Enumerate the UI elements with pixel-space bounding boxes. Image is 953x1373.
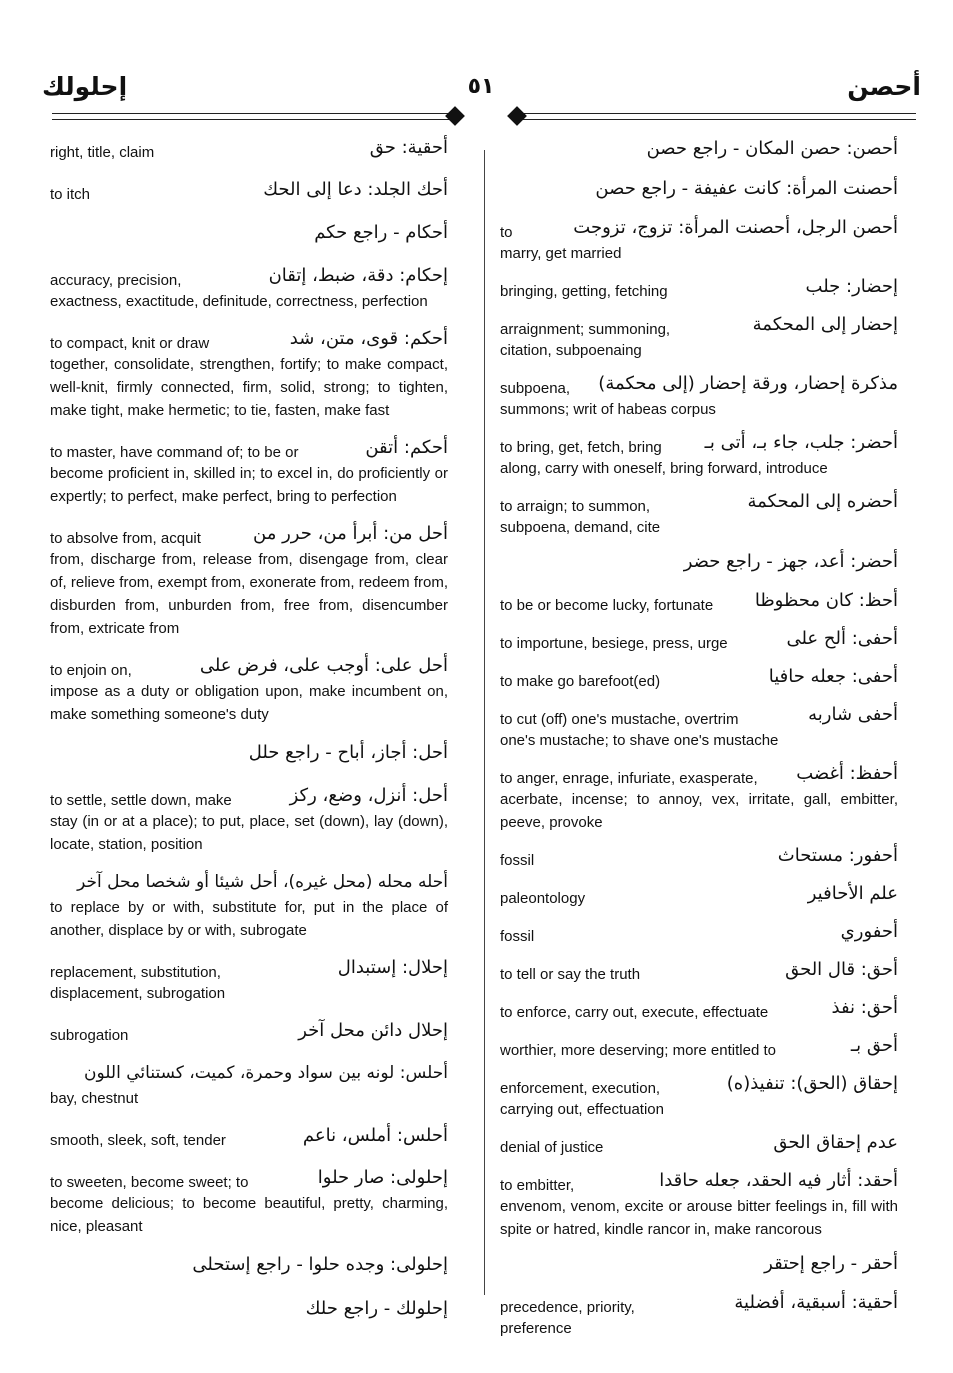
entry-definition: acerbate, incense; to annoy, vex, irritate, gall, embitter, peeve, provoke xyxy=(500,791,898,831)
entry-arabic: أحضره إلى المحكمة xyxy=(747,491,898,512)
entry-arabic: أحل: أنزل، وضع، ركز xyxy=(289,785,448,806)
entry-definition: displacement, subrogation xyxy=(50,985,226,1002)
entry-english: smooth, sleek, soft, tender xyxy=(50,1132,226,1149)
right-running-headword: أحصن xyxy=(847,72,921,101)
entry-english: to master, have command of; to be or xyxy=(50,444,299,461)
entry-arabic: عدم إحقاق الحق xyxy=(773,1132,898,1153)
dictionary-entry xyxy=(500,309,898,362)
dictionary-entry xyxy=(500,916,898,948)
entry-arabic: أحظ: كان محظوظا xyxy=(754,590,898,611)
entry-english: to importune, besiege, press, urge xyxy=(500,635,728,652)
entry-arabic: أحفوري xyxy=(840,921,898,942)
entry-arabic: أحق: قال الحق xyxy=(785,959,898,980)
column-divider xyxy=(484,150,485,1295)
entry-definition: become proficient in, skilled in; to excel in, do proficiently or expertly; to perfect, make perfect, bring to perfection xyxy=(50,465,448,505)
dictionary-entry xyxy=(500,954,898,986)
entry-english: accuracy, precision, xyxy=(50,272,182,289)
dictionary-entry xyxy=(500,1287,898,1340)
entry-english: to absolve from, acquit xyxy=(50,530,201,547)
entry-arabic: أحك الجلد: دعا إلى الحك xyxy=(263,179,448,200)
entry-english: to arraign; to summon, xyxy=(500,498,651,515)
entry-arabic: أحق: نفذ xyxy=(831,997,898,1018)
entry-arabic: أحقية: حق xyxy=(369,137,448,158)
entry-definition: carrying out, effectuation xyxy=(500,1101,664,1118)
dictionary-entry xyxy=(500,1030,898,1062)
entry-english: to anger, enrage, infuriate, exasperate, xyxy=(500,770,758,787)
dictionary-entry xyxy=(50,132,448,164)
entry-definition: bay, chestnut xyxy=(50,1090,139,1107)
dictionary-entry xyxy=(50,1015,448,1047)
dictionary-entry xyxy=(500,758,898,834)
dictionary-entry xyxy=(50,432,448,508)
entry-arabic: إحضار: جلب xyxy=(805,276,898,297)
entry-definition: from, discharge from, release from, disengage from, clear of, relieve from, exempt from, exonerate from, redeem from, disburden from, unburden from, free from, disencumber from, extricate from xyxy=(50,551,448,637)
entry-arabic: أحلس: أملس، ناعم xyxy=(302,1125,448,1146)
left-running-headword: إحلولك xyxy=(42,72,128,101)
entry-arabic: أحضر: جلب، جاء بـ، أتى بـ xyxy=(704,432,898,453)
entry-arabic: أحل من: أبرأ من، حرر من xyxy=(253,523,448,544)
dictionary-entry xyxy=(500,545,898,579)
entry-definition: envenom, venom, excite or arouse bitter feelings in, fill with spite or hatred, kindle rancor in, make rancorous xyxy=(500,1198,898,1238)
entry-arabic: علم الأحافير xyxy=(807,883,898,904)
dictionary-entry xyxy=(500,1165,898,1241)
dictionary-entry xyxy=(500,368,898,421)
entry-arabic: أحل على: أوجب على، فرض على xyxy=(199,655,448,676)
entry-arabic: إحلال دائن محل آخر xyxy=(298,1020,448,1041)
dictionary-entry xyxy=(500,271,898,303)
dictionary-entry xyxy=(500,486,898,539)
entry-arabic: إحضار إلى المحكمة xyxy=(752,314,898,335)
entry-arabic: أحكم: قوى، متن، شد xyxy=(289,328,448,349)
entry-arabic: أحل: أجاز، أباح - راجع حلل xyxy=(248,742,448,763)
entry-arabic: أحلس: لونه بين سواد وحمرة، كميت، كستنائي اللون xyxy=(84,1063,448,1083)
entry-definition: marry, get married xyxy=(500,245,622,262)
entry-english: bringing, getting, fetching xyxy=(500,283,668,300)
entry-english: right, title, claim xyxy=(50,144,155,161)
entry-english: to itch xyxy=(50,186,91,203)
entry-arabic: أحقد: أثار فيه الحقد، جعله حاقدا xyxy=(659,1170,898,1191)
entry-arabic: أحفى شاربه xyxy=(808,704,898,725)
entry-arabic: إحلولى: صار حلوا xyxy=(317,1167,448,1188)
entry-arabic: أحله محله (محل غيره)، أحل شيئا أو شخصا محل آخر xyxy=(77,872,448,892)
entry-arabic: مذكرة إحضار، ورقة إحضار (إلى محكمة) xyxy=(598,373,898,394)
left-column xyxy=(50,132,448,1336)
entry-english: to enforce, carry out, execute, effectuate xyxy=(500,1004,769,1021)
entry-arabic: أحفظ: أغضب xyxy=(796,763,898,784)
dictionary-entry xyxy=(50,780,448,856)
entry-english: to be or become lucky, fortunate xyxy=(500,597,714,614)
entry-arabic: أحكام - راجع حكم xyxy=(314,222,448,243)
entry-definition: stay (in or at a place); to put, place, set (down), lay (down), locate, station, position xyxy=(50,813,448,853)
entry-definition: impose as a duty or obligation upon, make incumbent on, make something someone's duty xyxy=(50,683,448,723)
entry-arabic: إحلولى: وجده حلوا - راجع إستحلى xyxy=(192,1254,448,1275)
dictionary-entry xyxy=(50,866,448,942)
dictionary-entry xyxy=(500,992,898,1024)
entry-arabic: أحقر - راجع إحتقر xyxy=(764,1253,898,1274)
entry-english: to make go barefoot(ed) xyxy=(500,673,661,690)
entry-arabic: إحكام: دقة، ضبط، إتقان xyxy=(268,265,448,286)
dictionary-entry xyxy=(50,1057,448,1110)
dictionary-entry xyxy=(50,1248,448,1282)
entry-arabic: أحفى: ألح على xyxy=(786,628,898,649)
entry-english: paleontology xyxy=(500,890,586,907)
entry-arabic: أحصن الرجل، أحصنت المرأة: تزوج، تزوجت xyxy=(573,217,898,238)
dictionary-entry xyxy=(500,212,898,265)
entry-arabic: أحفى: جعله حافيا xyxy=(768,666,898,687)
entry-definition: exactness, exactitude, definitude, correctness, perfection xyxy=(50,293,428,310)
entry-english: to xyxy=(500,224,513,241)
entry-english: enforcement, execution, xyxy=(500,1080,661,1097)
entry-arabic: إحلولك - راجع حلك xyxy=(305,1298,448,1319)
dictionary-entry xyxy=(500,427,898,480)
dictionary-entry xyxy=(50,1120,448,1152)
dictionary-entry xyxy=(500,1247,898,1281)
dictionary-entry xyxy=(50,323,448,422)
entry-english: to enjoin on, xyxy=(50,662,132,679)
entry-arabic: أحق بـ xyxy=(850,1035,898,1056)
page-number: ٥١ xyxy=(467,74,495,99)
entry-definition: citation, subpoenaing xyxy=(500,342,642,359)
dictionary-entry xyxy=(500,1068,898,1121)
entry-arabic: أحضر: أعد، جهز - راجع حضر xyxy=(683,551,898,572)
dictionary-entry xyxy=(50,216,448,250)
right-column xyxy=(500,132,898,1346)
dictionary-entry xyxy=(500,132,898,166)
entry-english: to embitter, xyxy=(500,1177,575,1194)
dictionary-entry xyxy=(50,518,448,640)
entry-definition: together, consolidate, strengthen, fortify; to make compact, well-knit, firmly connected, firm, solid, strong; to tighten, make tight, make hermetic; to tie, fasten, make fast xyxy=(50,356,448,419)
entry-english: fossil xyxy=(500,852,535,869)
dictionary-entry xyxy=(50,650,448,726)
entry-arabic: أحصن: حصن المكان - راجع حصن xyxy=(646,138,898,159)
entry-english: replacement, substitution, xyxy=(50,964,221,981)
dictionary-entry xyxy=(50,952,448,1005)
entry-english: to tell or say the truth xyxy=(500,966,641,983)
entry-english: subpoena, xyxy=(500,380,571,397)
entry-english: precedence, priority, xyxy=(500,1299,635,1316)
entry-english: arraignment; summoning, xyxy=(500,321,671,338)
dictionary-entry xyxy=(500,1127,898,1159)
entry-arabic: أحقية: أسبقية، أفضلية xyxy=(734,1292,898,1313)
entry-english: subrogation xyxy=(50,1027,129,1044)
dictionary-entry xyxy=(50,174,448,206)
dictionary-entry xyxy=(500,623,898,655)
diamond-ornament-icon xyxy=(507,106,527,126)
left-header-rule xyxy=(52,111,460,125)
entry-definition: along, carry with oneself, bring forward, introduce xyxy=(500,460,828,477)
entry-arabic: إحقاق (الحق): تنفيذ(ه) xyxy=(726,1073,898,1094)
dictionary-entry xyxy=(500,840,898,872)
entry-english: to bring, get, fetch, bring xyxy=(500,439,662,456)
entry-definition: one's mustache; to shave one's mustache xyxy=(500,732,779,749)
entry-definition: preference xyxy=(500,1320,572,1337)
dictionary-entry xyxy=(500,172,898,206)
diamond-ornament-icon xyxy=(445,106,465,126)
right-header-rule xyxy=(512,111,916,125)
entry-definition: become delicious; to become beautiful, pretty, charming, nice, pleasant xyxy=(50,1195,448,1235)
entry-definition: summons; writ of habeas corpus xyxy=(500,401,716,418)
entry-arabic: أحكم: أتقن xyxy=(365,437,448,458)
entry-english: to compact, knit or draw xyxy=(50,335,210,352)
entry-english: to sweeten, become sweet; to xyxy=(50,1174,249,1191)
dictionary-entry xyxy=(500,661,898,693)
entry-english: to settle, settle down, make xyxy=(50,792,232,809)
dictionary-entry xyxy=(50,1162,448,1238)
dictionary-entry xyxy=(500,699,898,752)
entry-english: to cut (off) one's mustache, overtrim xyxy=(500,711,739,728)
dictionary-entry xyxy=(50,1292,448,1326)
dictionary-entry xyxy=(500,585,898,617)
entry-arabic: أحصنت المرأة: كانت عفيفة - راجع حصن xyxy=(595,178,898,199)
entry-english: fossil xyxy=(500,928,535,945)
entry-arabic: إحلال: إستبدال xyxy=(337,957,448,978)
entry-definition: to replace by or with, substitute for, put in the place of another, displace by or with, subrogate xyxy=(50,899,448,939)
dictionary-entry xyxy=(500,878,898,910)
dictionary-entry xyxy=(50,736,448,770)
dictionary-entry xyxy=(50,260,448,313)
entry-english: denial of justice xyxy=(500,1139,604,1156)
entry-definition: subpoena, demand, cite xyxy=(500,519,661,536)
entry-english: worthier, more deserving; more entitled to xyxy=(500,1042,776,1059)
entry-arabic: أحفور: مستحاث xyxy=(777,845,898,866)
